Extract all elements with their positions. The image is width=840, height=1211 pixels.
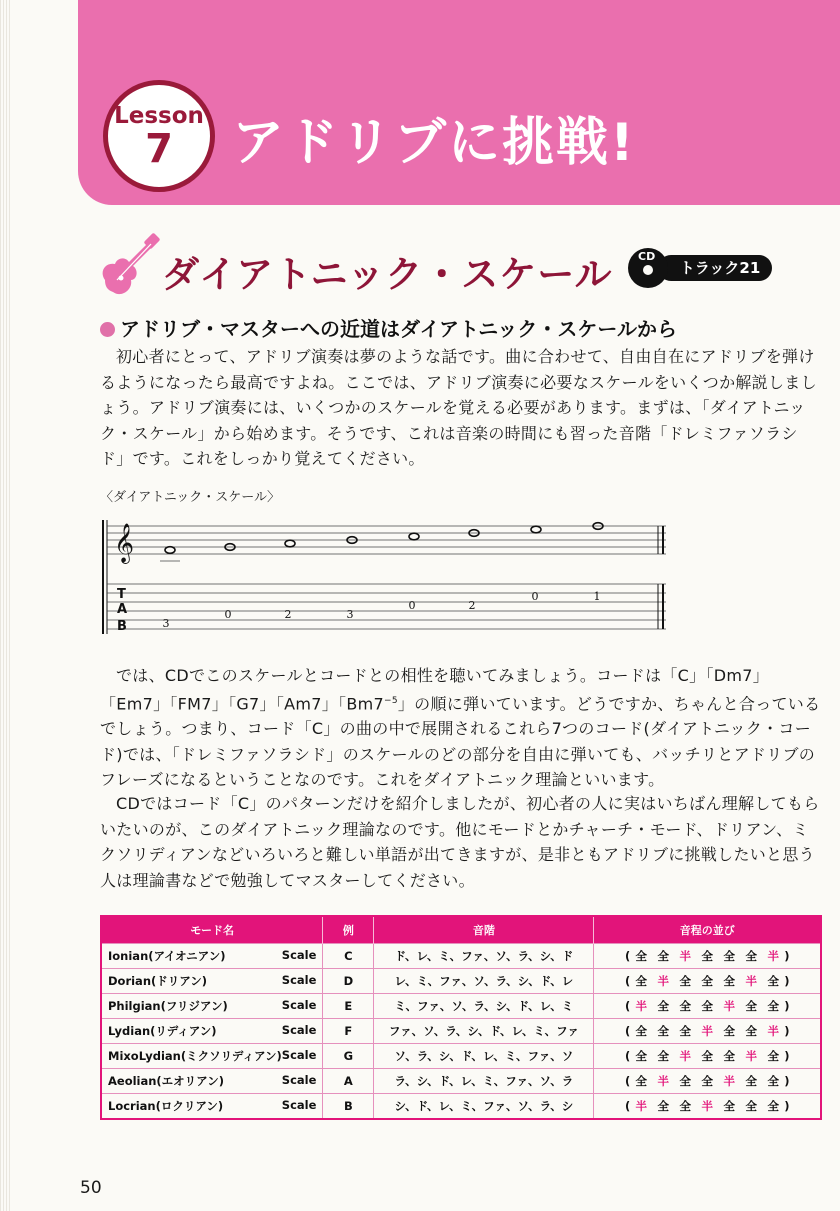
interval-step: 半 (767, 1024, 779, 1038)
mode-name: Dorian(ドリアン) (108, 974, 208, 988)
interval-step: 半 (701, 1024, 713, 1038)
interval-step: 全 (635, 949, 647, 963)
interval-step: 全 (701, 1074, 713, 1088)
interval-step: 全 (745, 1024, 757, 1038)
tab-number: 0 (531, 590, 539, 603)
interval-step: 全 (701, 949, 713, 963)
page-title: アドリブに挑戦! (232, 113, 636, 173)
paragraph-chords-part2: 」の順に弾いています。どうですか、ちゃんと合っているでしょう。つまり、コード「C」の曲の中で展開されるこれら7つのコード(ダイアトニック・コード)では、「ドレミファソラシド」のスケールのどの部分を自由に弾いても、バッチリとアドリブのフレーズになるということなのです。これをダイアトニック理論といいます。 (100, 693, 821, 790)
interval-step: 全 (723, 974, 735, 988)
interval-step: 半 (723, 999, 735, 1013)
tab-letter-a: A (117, 602, 128, 617)
table-row (101, 994, 821, 1019)
header-mode: モード名 (101, 916, 323, 944)
scale-cell: ミ、ファ、ソ、ラ、シ、ド、レ、ミ (374, 994, 594, 1019)
interval-step: 全 (657, 1024, 669, 1038)
mode-name: Aeolian(エオリアン) (108, 1074, 224, 1088)
interval-step: 全 (657, 1099, 669, 1113)
interval-step: 全 (701, 999, 713, 1013)
interval-step: 全 (745, 1074, 757, 1088)
interval-step: 全 (723, 1049, 735, 1063)
interval-step: 全 (679, 1024, 691, 1038)
paragraph-theory: CDではコード「C」のパターンだけを紹介しましたが、初心者の人に実はいちばん理解してもらいたいのが、このダイアトニック理論なのです。他にモードとかチャーチ・モード、ドリアン、ミクソリディアンなどいろいろと難しい単語が出てきますが、是非ともアドリブに挑戦したいと思う人は理論書などで勉強してマスターしてください。 (100, 794, 820, 890)
table-row (101, 1019, 821, 1044)
interval-step: 全 (701, 974, 713, 988)
interval-step: 全 (723, 1024, 735, 1038)
intervals-cell: ( 半 全 全 半 全 全 全 ) (594, 1094, 821, 1120)
page-number: 50 (80, 1178, 102, 1198)
interval-step: 全 (635, 1024, 647, 1038)
intervals-cell: ( 全 全 半 全 全 半 全 ) (594, 1044, 821, 1069)
interval-step: 全 (679, 1074, 691, 1088)
scale-cell: ド、レ、ミ、ファ、ソ、ラ、シ、ド (374, 944, 594, 969)
mode-cell (101, 944, 323, 969)
example-cell: E (323, 994, 374, 1019)
cd-track-badge (628, 246, 774, 290)
interval-step: 全 (679, 999, 691, 1013)
tab-letter-t: T (117, 587, 126, 602)
header-example: 例 (323, 916, 374, 944)
interval-step: 半 (745, 974, 757, 988)
mode-name: Lydian(リディアン) (108, 1024, 217, 1038)
scale-cell: ソ、ラ、シ、ド、レ、ミ、ファ、ソ (374, 1044, 594, 1069)
mode-cell (101, 1069, 323, 1094)
section-title: ダイアトニック・スケール (162, 253, 613, 296)
mode-suffix: Scale (281, 998, 317, 1012)
intervals-cell: ( 半 全 全 全 半 全 全 ) (594, 994, 821, 1019)
bullet-icon (100, 322, 115, 337)
interval-step: 全 (635, 1049, 647, 1063)
example-cell: D (323, 969, 374, 994)
mode-suffix: Scale (281, 1073, 317, 1087)
tab-number: 1 (593, 590, 601, 603)
interval-step: 全 (723, 949, 735, 963)
paragraph-chords-part1: では、CDでこのスケールとコードとの相性を聴いてみましょう。コードは「C」「Dm7」「Em7」「FM7」「G7」「Am7」「Bm7 (100, 666, 770, 713)
table-row (101, 1044, 821, 1069)
interval-step: 全 (767, 1049, 779, 1063)
example-cell: G (323, 1044, 374, 1069)
table-row (101, 944, 821, 969)
paragraph-intro: 初心者にとって、アドリブ演奏は夢のような話です。曲に合わせて、自由自在にアドリブを弾けるようになったら最高ですよね。ここでは、アドリブ演奏に必要なスケールをいくつか解説しましょう。アドリブ演奏には、いくつかのスケールを覚える必要があります。まずは、「ダイアトニック・スケール」から始めます。そうです、これは音楽の時間にも習った音階「ドレミファソラシド」です。これをしっかり覚えてください。 (100, 347, 817, 468)
interval-step: 全 (767, 1074, 779, 1088)
mode-cell (101, 994, 323, 1019)
table-row (101, 1094, 821, 1120)
interval-step: 半 (745, 1049, 757, 1063)
table-row (101, 969, 821, 994)
mode-name: MixoLydian(ミクソリディアン) (108, 1049, 282, 1063)
mode-suffix: Scale (281, 948, 317, 962)
scale-notation (100, 512, 670, 636)
interval-step: 全 (723, 1099, 735, 1113)
track-label: トラック21 (658, 255, 772, 281)
interval-step: 半 (657, 974, 669, 988)
lesson-badge (103, 80, 215, 192)
interval-step: 全 (745, 949, 757, 963)
scale-cell: レ、ミ、ファ、ソ、ラ、シ、ド、レ (374, 969, 594, 994)
intervals-cell: ( 全 全 半 全 全 全 半 ) (594, 944, 821, 969)
intervals-cell: ( 全 全 全 半 全 全 半 ) (594, 1019, 821, 1044)
table-header-row (101, 916, 821, 944)
lesson-number: 7 (145, 126, 173, 172)
mode-cell (101, 969, 323, 994)
interval-step: 全 (657, 949, 669, 963)
treble-clef-icon: 𝄞 (114, 523, 135, 563)
interval-step: 全 (767, 974, 779, 988)
tab-number: 0 (408, 599, 416, 612)
mode-cell (101, 1019, 323, 1044)
lesson-word: Lesson (114, 103, 204, 129)
notation-caption: 〈ダイアトニック・スケール〉 (100, 490, 281, 505)
scale-cell: ファ、ソ、ラ、シ、ド、レ、ミ、ファ (374, 1019, 594, 1044)
note-head (531, 526, 541, 533)
interval-step: 全 (767, 1099, 779, 1113)
mode-cell (101, 1094, 323, 1120)
tab-number: 2 (284, 608, 292, 621)
interval-step: 半 (635, 999, 647, 1013)
interval-step: 全 (657, 999, 669, 1013)
mode-name: Locrian(ロクリアン) (108, 1099, 224, 1113)
interval-step: 全 (767, 999, 779, 1013)
paragraph-chords (100, 663, 822, 793)
interval-step: 全 (657, 1049, 669, 1063)
note-head (165, 547, 175, 554)
interval-step: 半 (767, 949, 779, 963)
interval-step: 全 (635, 1074, 647, 1088)
superscript-flat5: −5 (384, 695, 398, 706)
example-cell: B (323, 1094, 374, 1120)
interval-step: 半 (723, 1074, 735, 1088)
interval-step: 全 (745, 999, 757, 1013)
interval-step: 全 (679, 974, 691, 988)
note-head (409, 533, 419, 540)
interval-step: 全 (679, 1099, 691, 1113)
mode-cell (101, 1044, 323, 1069)
example-cell: A (323, 1069, 374, 1094)
table-row (101, 1069, 821, 1094)
interval-step: 全 (701, 1049, 713, 1063)
intervals-cell: ( 全 半 全 全 半 全 全 ) (594, 1069, 821, 1094)
example-cell: C (323, 944, 374, 969)
sub-heading-text: アドリブ・マスターへの近道はダイアトニック・スケールから (120, 317, 677, 341)
note-head (285, 540, 295, 547)
sub-heading (100, 313, 677, 342)
page-edge (0, 0, 10, 1211)
header-scale: 音階 (374, 916, 594, 944)
mode-suffix: Scale (281, 1023, 317, 1037)
interval-step: 半 (701, 1099, 713, 1113)
interval-step: 半 (679, 1049, 691, 1063)
interval-step: 半 (679, 949, 691, 963)
interval-step: 全 (635, 974, 647, 988)
tab-number: 3 (346, 608, 354, 621)
cd-label: CD (638, 250, 656, 263)
header-intervals: 音程の並び (594, 916, 821, 944)
example-cell: F (323, 1019, 374, 1044)
scale-cell: シ、ド、レ、ミ、ファ、ソ、ラ、シ (374, 1094, 594, 1120)
interval-step: 全 (745, 1099, 757, 1113)
mode-name: Philgian(フリジアン) (108, 999, 228, 1013)
intervals-cell: ( 全 半 全 全 全 半 全 ) (594, 969, 821, 994)
scale-cell: ラ、シ、ド、レ、ミ、ファ、ソ、ラ (374, 1069, 594, 1094)
interval-step: 半 (635, 1099, 647, 1113)
mode-suffix: Scale (281, 1048, 317, 1062)
tab-number: 0 (224, 608, 232, 621)
tab-number: 3 (162, 617, 170, 630)
interval-step: 半 (657, 1074, 669, 1088)
mode-suffix: Scale (281, 1098, 317, 1112)
mode-suffix: Scale (281, 973, 317, 987)
tab-letter-b: B (117, 619, 127, 634)
mode-name: Ionian(アイオニアン) (108, 949, 226, 963)
mode-table (100, 915, 822, 1120)
tab-number: 2 (468, 599, 476, 612)
guitar-icon (97, 228, 167, 300)
